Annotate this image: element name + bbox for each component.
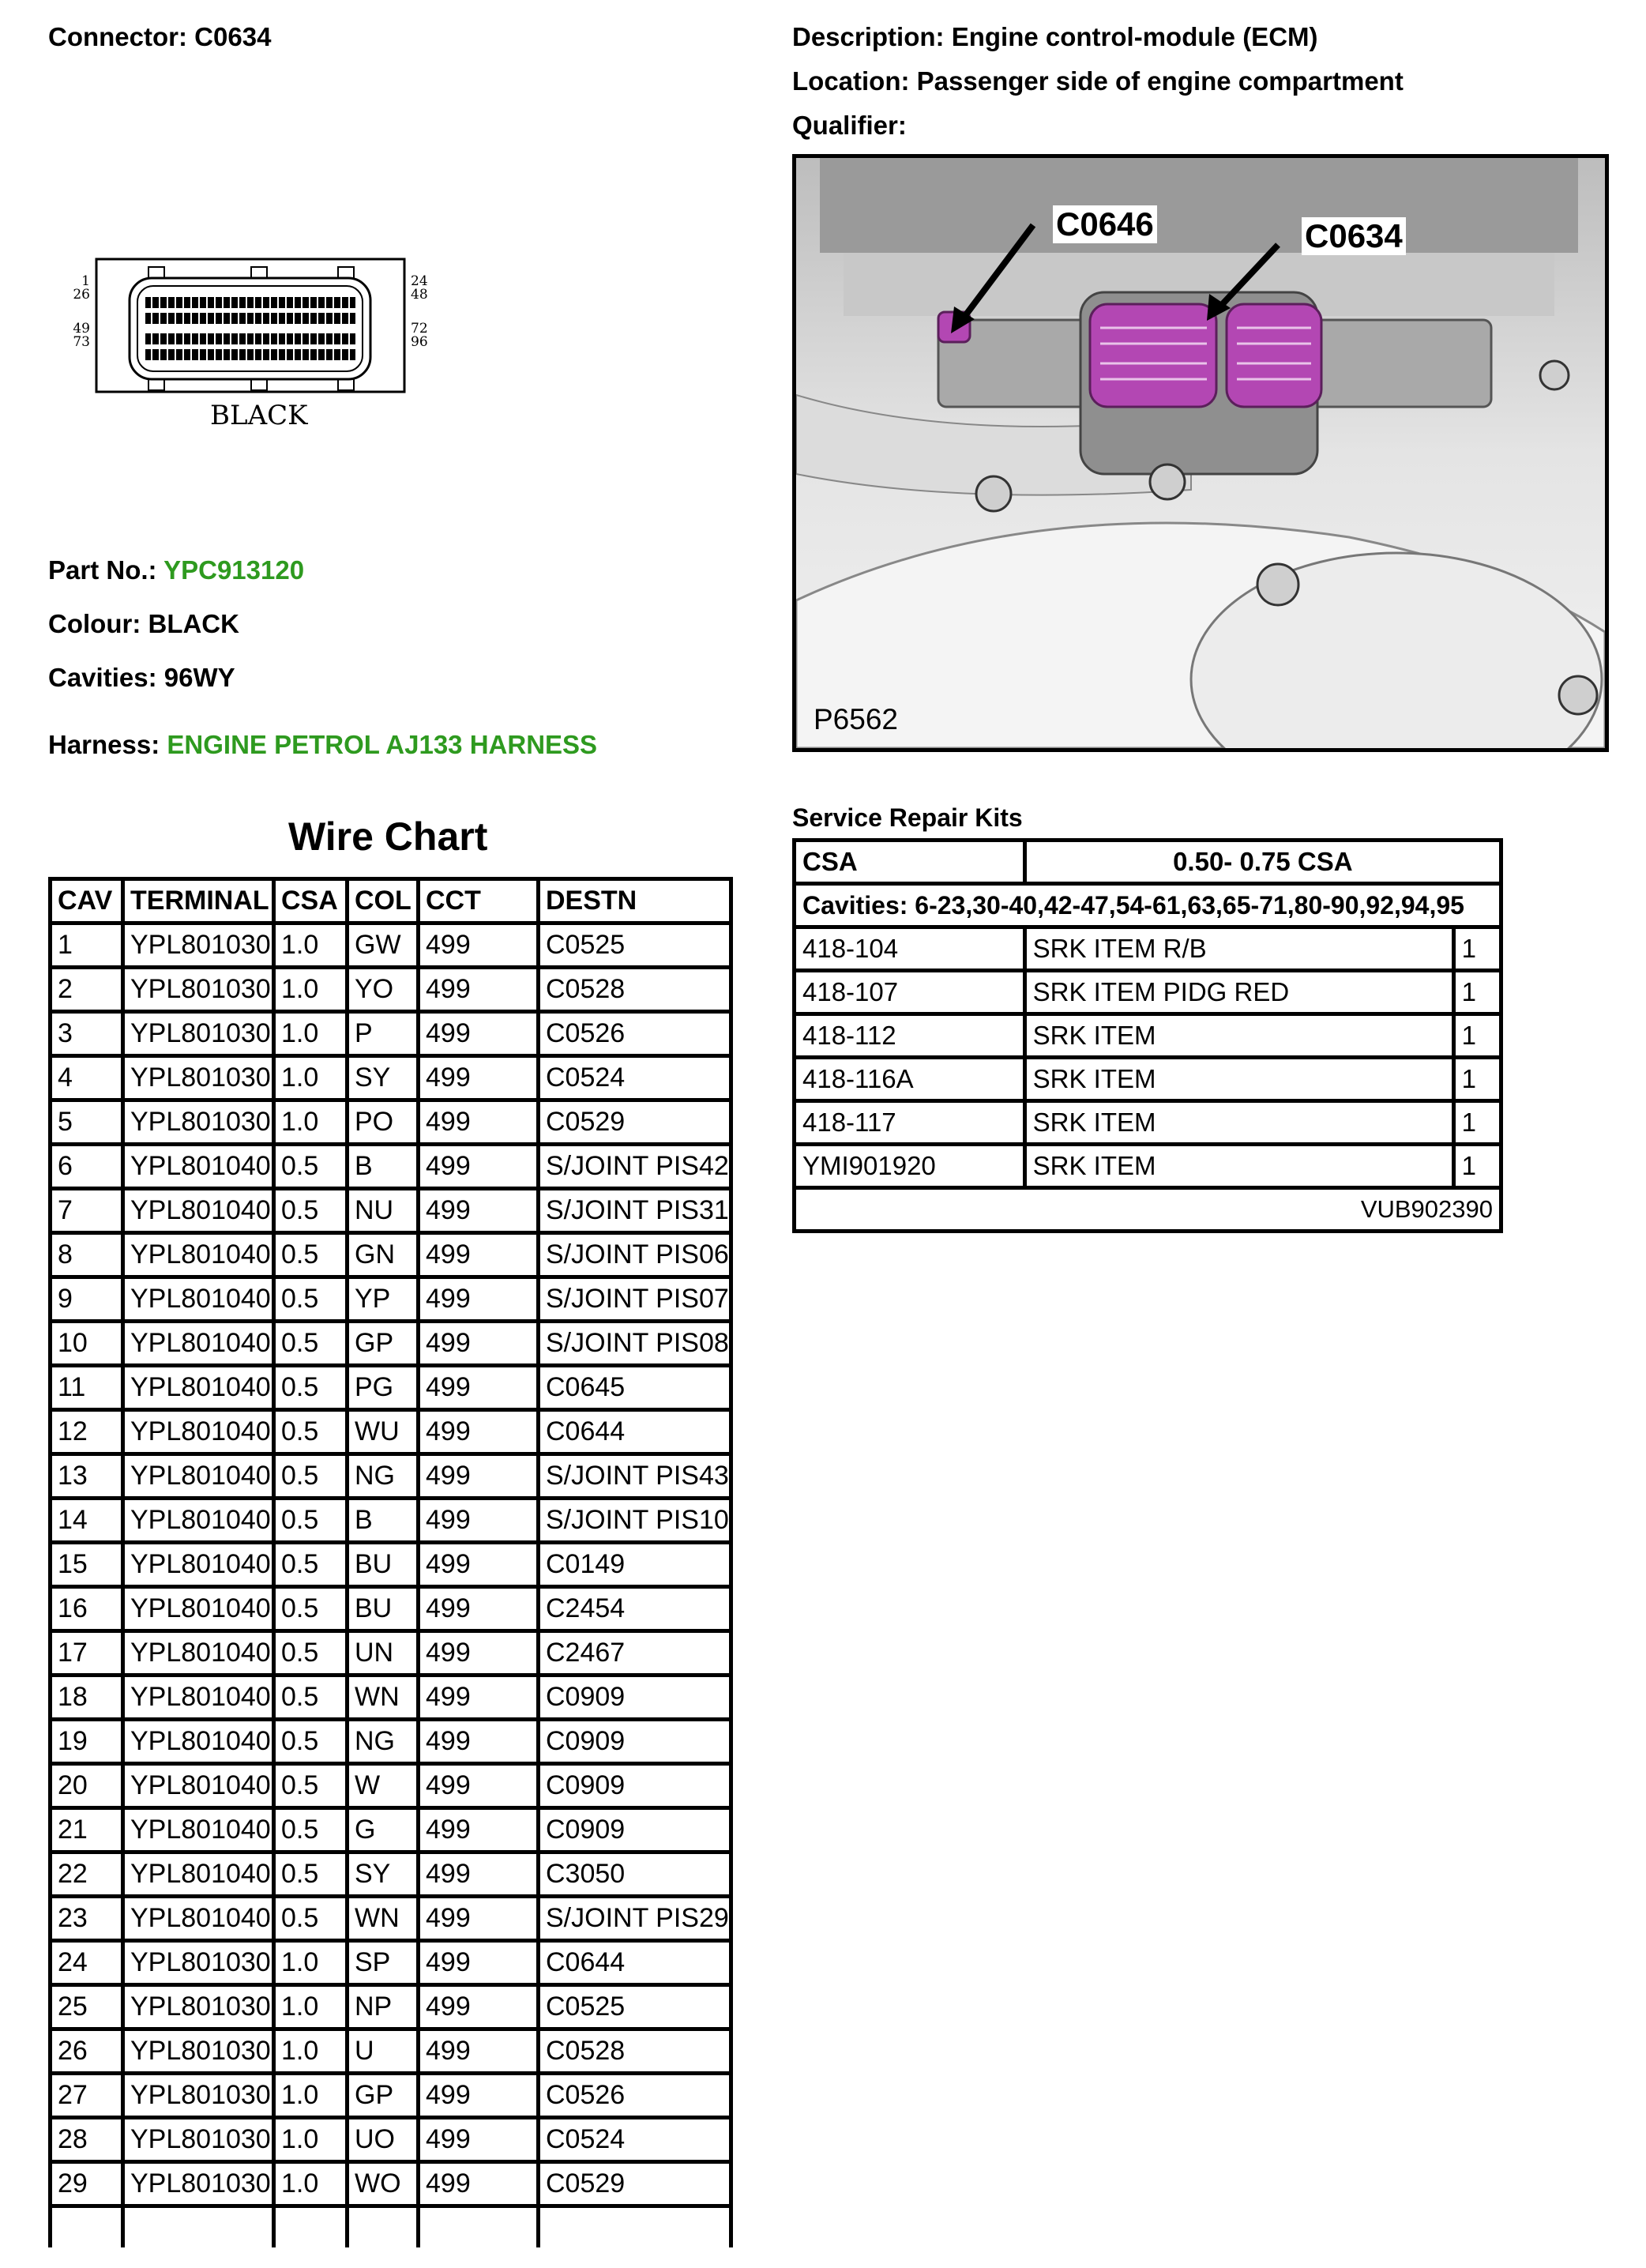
kits-csa-value: 0.50- 0.75 CSA	[1024, 841, 1501, 884]
cell-col: GN	[345, 1235, 416, 1279]
location-line: Location: Passenger side of engine compartment	[792, 66, 1404, 96]
cell-col: UN	[345, 1633, 416, 1677]
cell-csa: 0.5	[272, 1367, 345, 1412]
cell-cct: 499	[416, 1721, 536, 1766]
cell-col: GW	[345, 925, 416, 969]
cell-cct: 499	[416, 1014, 536, 1058]
cell-col: G	[345, 1810, 416, 1854]
cell-destn: C0909	[536, 1766, 733, 1810]
cell-csa: 1.0	[272, 2119, 345, 2164]
cell-destn: S/JOINT PIS08	[536, 1323, 733, 1367]
cell-destn: S/JOINT PIS31	[536, 1190, 733, 1235]
cell-destn: S/JOINT PIS06	[536, 1235, 733, 1279]
cell-csa: 0.5	[272, 1456, 345, 1500]
engine-photo-illustration	[796, 158, 1605, 748]
table-row	[48, 1500, 733, 1544]
cell-terminal: YPL801030	[121, 2075, 272, 2119]
table-row	[48, 925, 733, 969]
cell-csa: 1.0	[272, 1987, 345, 2031]
table-row	[48, 1323, 733, 1367]
cell-terminal: YPL801040	[121, 1766, 272, 1810]
cell-destn: C2467	[536, 1633, 733, 1677]
table-row	[48, 2075, 733, 2119]
cell-destn: C0645	[536, 1367, 733, 1412]
cell-terminal: YPL801040	[121, 1456, 272, 1500]
cell-terminal: YPL801030	[121, 925, 272, 969]
cell-destn: S/JOINT PIS43	[536, 1456, 733, 1500]
cell-cct: 499	[416, 1854, 536, 1898]
kit-description: SRK ITEM PIDG RED	[1024, 971, 1453, 1014]
cell-col: SY	[345, 1854, 416, 1898]
cell-cct: 499	[416, 1677, 536, 1721]
cell-terminal: YPL801030	[121, 1102, 272, 1146]
cell-cav: 25	[48, 1987, 121, 2031]
kit-row	[795, 1145, 1501, 1188]
cell-col: BU	[345, 1589, 416, 1633]
kit-part: 418-116A	[795, 1058, 1025, 1101]
cell-destn: C0525	[536, 925, 733, 969]
kit-qty: 1	[1453, 1014, 1501, 1058]
cell-cav: 2	[48, 969, 121, 1014]
cell-destn: C0526	[536, 1014, 733, 1058]
cell-empty	[536, 2208, 733, 2247]
cell-col: BU	[345, 1544, 416, 1589]
cell-cav: 1	[48, 925, 121, 969]
cell-cav: 27	[48, 2075, 121, 2119]
cell-cct: 499	[416, 1190, 536, 1235]
cell-csa: 1.0	[272, 2075, 345, 2119]
cell-cav: 21	[48, 1810, 121, 1854]
kit-part: 418-104	[795, 927, 1025, 971]
cell-terminal: YPL801030	[121, 2119, 272, 2164]
cell-col: NP	[345, 1987, 416, 2031]
cell-destn: S/JOINT PIS07	[536, 1279, 733, 1323]
cell-terminal: YPL801040	[121, 1633, 272, 1677]
cell-col: B	[345, 1500, 416, 1544]
kit-description: SRK ITEM R/B	[1024, 927, 1453, 971]
connector-colour-caption: BLACK	[210, 400, 308, 431]
cell-col: WN	[345, 1677, 416, 1721]
header-csa: CSA	[272, 877, 345, 925]
header-col: COL	[345, 877, 416, 925]
cell-cav: 10	[48, 1323, 121, 1367]
table-row	[48, 1014, 733, 1058]
cell-csa: 1.0	[272, 1014, 345, 1058]
cell-cav: 26	[48, 2031, 121, 2075]
cell-cav: 13	[48, 1456, 121, 1500]
cell-destn: C2454	[536, 1589, 733, 1633]
cell-destn: C0644	[536, 1412, 733, 1456]
cell-terminal: YPL801030	[121, 1058, 272, 1102]
cell-csa: 0.5	[272, 1721, 345, 1766]
connector-id: C0634	[194, 22, 272, 51]
harness-line: Harness: ENGINE PETROL AJ133 HARNESS	[48, 730, 598, 759]
kit-row	[795, 1101, 1501, 1145]
cell-col: NU	[345, 1190, 416, 1235]
cell-csa: 0.5	[272, 1323, 345, 1367]
photo-ref: P6562	[814, 703, 898, 735]
kit-part: 418-117	[795, 1101, 1025, 1145]
cell-col: NG	[345, 1721, 416, 1766]
cell-destn: C0528	[536, 2031, 733, 2075]
wire-chart-table	[48, 877, 733, 2247]
cell-cct: 499	[416, 925, 536, 969]
cell-cct: 499	[416, 1146, 536, 1190]
cell-cct: 499	[416, 1943, 536, 1987]
cell-cct: 499	[416, 1987, 536, 2031]
cell-terminal: YPL801040	[121, 1367, 272, 1412]
cavities-line: Cavities: 96WY	[48, 663, 235, 692]
cell-csa: 1.0	[272, 969, 345, 1014]
cell-cav: 9	[48, 1279, 121, 1323]
cell-csa: 1.0	[272, 925, 345, 969]
wire-chart-header	[48, 877, 733, 925]
connector-diagram	[63, 253, 442, 442]
cell-cav: 6	[48, 1146, 121, 1190]
part-number-line: Part No.: YPC913120	[48, 555, 305, 585]
kit-description: SRK ITEM	[1024, 1101, 1453, 1145]
cell-cav: 8	[48, 1235, 121, 1279]
cell-col: WO	[345, 2164, 416, 2208]
table-row	[48, 969, 733, 1014]
cell-cct: 499	[416, 1766, 536, 1810]
cell-cav: 29	[48, 2164, 121, 2208]
kit-part: 418-112	[795, 1014, 1025, 1058]
part-number-link[interactable]: YPC913120	[163, 555, 305, 585]
cell-destn: S/JOINT PIS42	[536, 1146, 733, 1190]
cell-csa: 0.5	[272, 1677, 345, 1721]
cell-csa: 1.0	[272, 1058, 345, 1102]
cell-terminal: YPL801040	[121, 1544, 272, 1589]
kit-row	[795, 1014, 1501, 1058]
cell-cav: 24	[48, 1943, 121, 1987]
cell-csa: 0.5	[272, 1633, 345, 1677]
kit-description: SRK ITEM	[1024, 1145, 1453, 1188]
table-row	[48, 1146, 733, 1190]
cell-terminal: YPL801040	[121, 1190, 272, 1235]
table-row	[48, 1544, 733, 1589]
cell-destn: C0524	[536, 2119, 733, 2164]
cell-csa: 0.5	[272, 1544, 345, 1589]
cell-terminal: YPL801030	[121, 969, 272, 1014]
qualifier-line: Qualifier:	[792, 111, 907, 140]
cell-empty	[345, 2208, 416, 2247]
kit-row	[795, 927, 1501, 971]
cell-cct: 499	[416, 1589, 536, 1633]
cell-terminal: YPL801040	[121, 1279, 272, 1323]
cell-cct: 499	[416, 2164, 536, 2208]
cell-cav: 28	[48, 2119, 121, 2164]
cell-terminal: YPL801040	[121, 1146, 272, 1190]
table-row	[48, 1102, 733, 1146]
cell-cct: 499	[416, 1633, 536, 1677]
table-row	[48, 1279, 733, 1323]
cell-cct: 499	[416, 1235, 536, 1279]
kit-qty: 1	[1453, 1058, 1501, 1101]
cell-cav: 7	[48, 1190, 121, 1235]
cell-csa: 0.5	[272, 1235, 345, 1279]
cell-cct: 499	[416, 1367, 536, 1412]
table-row	[48, 1943, 733, 1987]
kit-row	[795, 1058, 1501, 1101]
table-row	[48, 1766, 733, 1810]
cell-cav: 11	[48, 1367, 121, 1412]
cell-terminal: YPL801040	[121, 1235, 272, 1279]
cell-cct: 499	[416, 969, 536, 1014]
cell-destn: C0528	[536, 969, 733, 1014]
cell-col: SP	[345, 1943, 416, 1987]
cell-terminal: YPL801030	[121, 1987, 272, 2031]
cell-csa: 0.5	[272, 1500, 345, 1544]
cell-csa: 1.0	[272, 1102, 345, 1146]
cell-csa: 0.5	[272, 1854, 345, 1898]
cell-cav: 3	[48, 1014, 121, 1058]
table-row	[48, 1677, 733, 1721]
cell-cav: 23	[48, 1898, 121, 1943]
cell-cct: 499	[416, 2031, 536, 2075]
cell-empty	[272, 2208, 345, 2247]
cell-csa: 0.5	[272, 1190, 345, 1235]
cell-cav: 17	[48, 1633, 121, 1677]
cell-destn: C0909	[536, 1721, 733, 1766]
kit-qty: 1	[1453, 1101, 1501, 1145]
cell-destn: C0909	[536, 1677, 733, 1721]
header-terminal: TERMINAL	[121, 877, 272, 925]
callout-c0634: C0634	[1302, 217, 1406, 255]
service-kits-table	[792, 838, 1503, 1233]
table-row	[48, 1987, 733, 2031]
cell-col: WU	[345, 1412, 416, 1456]
cell-destn: S/JOINT PIS29	[536, 1898, 733, 1943]
cell-destn: C0529	[536, 2164, 733, 2208]
kits-csa-label: CSA	[795, 841, 1025, 884]
pin-labels-right: 24 48 72 96	[411, 273, 428, 350]
cell-csa: 0.5	[272, 1766, 345, 1810]
header-destn: DESTN	[536, 877, 733, 925]
cell-csa: 1.0	[272, 2164, 345, 2208]
table-row	[48, 2031, 733, 2075]
cell-cav: 5	[48, 1102, 121, 1146]
cell-empty	[416, 2208, 536, 2247]
cell-col: U	[345, 2031, 416, 2075]
table-row	[48, 1810, 733, 1854]
cell-csa: 0.5	[272, 1589, 345, 1633]
cell-csa: 0.5	[272, 1279, 345, 1323]
cell-destn: C3050	[536, 1854, 733, 1898]
cell-cav: 18	[48, 1677, 121, 1721]
cell-destn: C0529	[536, 1102, 733, 1146]
table-row	[48, 1456, 733, 1500]
cell-col: NG	[345, 1456, 416, 1500]
table-row	[48, 2119, 733, 2164]
description-line: Description: Engine control-module (ECM)	[792, 22, 1318, 51]
table-row	[48, 1633, 733, 1677]
cell-col: UO	[345, 2119, 416, 2164]
cell-cct: 499	[416, 1544, 536, 1589]
kit-qty: 1	[1453, 971, 1501, 1014]
cell-cct: 499	[416, 1323, 536, 1367]
table-row	[48, 2164, 733, 2208]
table-row	[48, 1190, 733, 1235]
cell-csa: 0.5	[272, 1146, 345, 1190]
cell-terminal: YPL801030	[121, 1943, 272, 1987]
cell-empty	[48, 2208, 121, 2247]
kit-row	[795, 971, 1501, 1014]
cell-csa: 1.0	[272, 2031, 345, 2075]
cell-cav: 20	[48, 1766, 121, 1810]
cell-terminal: YPL801040	[121, 1677, 272, 1721]
cell-csa: 0.5	[272, 1898, 345, 1943]
cell-cav: 22	[48, 1854, 121, 1898]
cell-col: YP	[345, 1279, 416, 1323]
header-cct: CCT	[416, 877, 536, 925]
cell-col: SY	[345, 1058, 416, 1102]
cell-cav: 4	[48, 1058, 121, 1102]
cell-terminal: YPL801030	[121, 2164, 272, 2208]
table-row	[48, 1367, 733, 1412]
cell-col: WN	[345, 1898, 416, 1943]
cell-terminal: YPL801040	[121, 1412, 272, 1456]
table-row	[48, 1854, 733, 1898]
cell-terminal: YPL801030	[121, 1014, 272, 1058]
cell-cct: 499	[416, 1456, 536, 1500]
cell-cct: 499	[416, 2075, 536, 2119]
cell-cav: 16	[48, 1589, 121, 1633]
table-row-empty	[48, 2208, 733, 2247]
cell-col: P	[345, 1014, 416, 1058]
kit-part: 418-107	[795, 971, 1025, 1014]
location-photo	[792, 154, 1609, 752]
cell-cav: 12	[48, 1412, 121, 1456]
kits-cavities-text: Cavities: 6-23,30-40,42-47,54-61,63,65-71,80-90,92,94,95	[795, 884, 1501, 927]
kit-description: SRK ITEM	[1024, 1014, 1453, 1058]
cell-cav: 15	[48, 1544, 121, 1589]
harness-link[interactable]: ENGINE PETROL AJ133 HARNESS	[167, 730, 598, 759]
cell-terminal: YPL801040	[121, 1500, 272, 1544]
kit-part: YMI901920	[795, 1145, 1025, 1188]
cell-destn: C0909	[536, 1810, 733, 1854]
cell-cct: 499	[416, 1102, 536, 1146]
colour-line: Colour: BLACK	[48, 609, 239, 638]
cell-col: B	[345, 1146, 416, 1190]
cell-cct: 499	[416, 2119, 536, 2164]
cell-destn: C0644	[536, 1943, 733, 1987]
cell-terminal: YPL801040	[121, 1323, 272, 1367]
cell-destn: C0526	[536, 2075, 733, 2119]
cell-destn: C0524	[536, 1058, 733, 1102]
cell-terminal: YPL801040	[121, 1589, 272, 1633]
cell-col: PG	[345, 1367, 416, 1412]
cell-cct: 499	[416, 1058, 536, 1102]
kits-csa-row	[795, 841, 1501, 884]
cell-col: YO	[345, 969, 416, 1014]
cell-destn: C0525	[536, 1987, 733, 2031]
cell-csa: 1.0	[272, 1943, 345, 1987]
cell-cav: 14	[48, 1500, 121, 1544]
kit-description: SRK ITEM	[1024, 1058, 1453, 1101]
header-cav: CAV	[48, 877, 121, 925]
cell-cct: 499	[416, 1279, 536, 1323]
cell-cct: 499	[416, 1500, 536, 1544]
cell-terminal: YPL801040	[121, 1854, 272, 1898]
table-row	[48, 1412, 733, 1456]
connector-heading: Connector: C0634	[48, 22, 272, 51]
kits-footer-row	[795, 1188, 1501, 1232]
cell-destn: S/JOINT PIS10	[536, 1500, 733, 1544]
table-row	[48, 1058, 733, 1102]
cell-destn: C0149	[536, 1544, 733, 1589]
cell-col: GP	[345, 2075, 416, 2119]
callout-c0646: C0646	[1053, 205, 1157, 243]
table-row	[48, 1235, 733, 1279]
kits-footer: VUB902390	[795, 1188, 1501, 1232]
cell-terminal: YPL801040	[121, 1898, 272, 1943]
cell-terminal: YPL801040	[121, 1721, 272, 1766]
cell-col: PO	[345, 1102, 416, 1146]
kits-cavities-row	[795, 884, 1501, 927]
cell-col: W	[345, 1766, 416, 1810]
wire-chart-title: Wire Chart	[288, 814, 488, 859]
cell-empty	[121, 2208, 272, 2247]
service-kits-title: Service Repair Kits	[792, 803, 1023, 832]
table-row	[48, 1898, 733, 1943]
kit-qty: 1	[1453, 1145, 1501, 1188]
cell-terminal: YPL801030	[121, 2031, 272, 2075]
cell-terminal: YPL801040	[121, 1810, 272, 1854]
pin-labels-left: 1 26 49 73	[73, 273, 90, 350]
cell-csa: 0.5	[272, 1412, 345, 1456]
cell-cct: 499	[416, 1810, 536, 1854]
kit-qty: 1	[1453, 927, 1501, 971]
cell-csa: 0.5	[272, 1810, 345, 1854]
table-row	[48, 1589, 733, 1633]
cell-cav: 19	[48, 1721, 121, 1766]
cell-cct: 499	[416, 1898, 536, 1943]
cell-cct: 499	[416, 1412, 536, 1456]
table-row	[48, 1721, 733, 1766]
cell-col: GP	[345, 1323, 416, 1367]
